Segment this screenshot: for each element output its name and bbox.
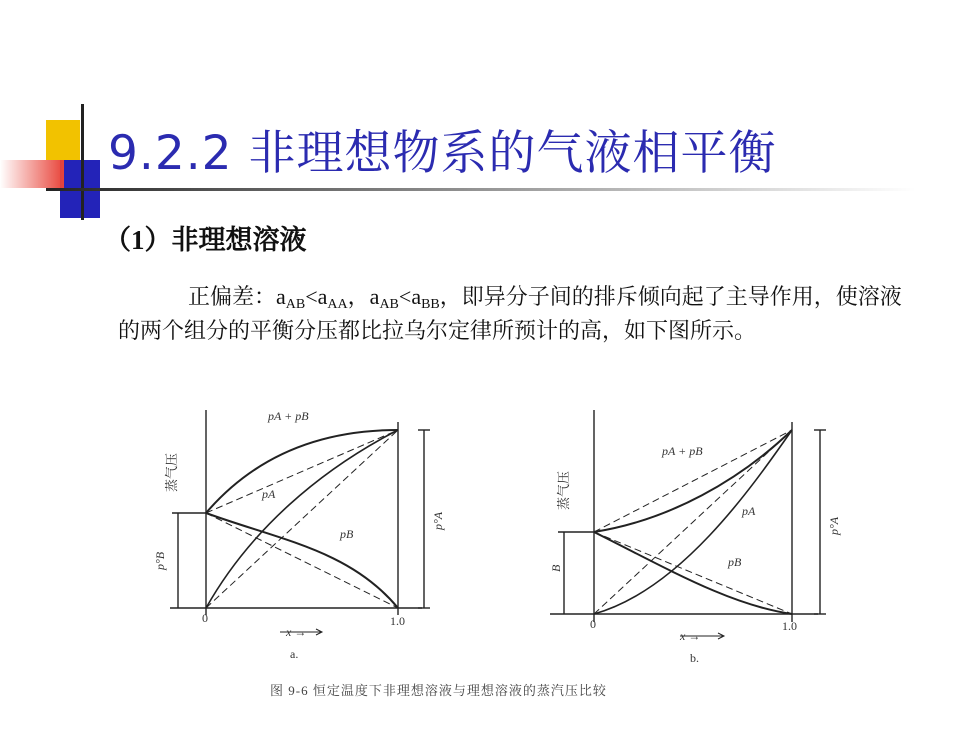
panel-a-label-x1: 1.0 <box>390 614 405 628</box>
panel-b-label-pA: pA <box>742 504 756 518</box>
panel-a-label-x0: 0 <box>202 611 208 625</box>
panel-a-ylabel: 蒸气压 <box>164 452 179 492</box>
panel-a-label-total: pA + pB <box>268 409 309 423</box>
panel-a-label-pB: pB <box>340 527 354 541</box>
panel-b-sublabel: b. <box>690 651 699 665</box>
panel-a-pA-star: p°A <box>431 511 445 530</box>
para-lead: 正偏差： <box>188 284 277 309</box>
panel-b-label-total: pA + pB <box>662 444 703 458</box>
deco-red-bar <box>0 160 64 188</box>
panel-b-pA-star: p°A <box>827 516 841 535</box>
figure-caption: 图 9-6 恒定温度下非理想溶液与理想溶液的蒸汽压比较 <box>270 683 607 698</box>
panel-a-label-xaxis: x → <box>286 625 307 639</box>
panel-b-pB-star: B <box>549 564 563 572</box>
panel-a-pB-star: p°B <box>153 551 167 570</box>
panel-b-label-xaxis: x → <box>680 629 701 643</box>
vapor-pressure-figure <box>150 400 850 675</box>
panel-a-sublabel: a. <box>290 647 299 661</box>
body-paragraph: 正偏差：$a_{AB}<a_{AA}$，$a_{AB}<a_{BB}$，即异分子间的排斥倾向起了主导作用，使溶液的两个组分的平衡分压都比拉乌尔定律所预计的高，如下图所示。 <box>118 284 902 343</box>
para-rest: ，即异分子间的排斥倾向起了主导作用，使溶液的两个组分的平衡分压都比拉乌尔定律所预计的高，如下图所示。 <box>118 284 902 343</box>
panel-a-label-pA: pA <box>262 487 276 501</box>
panel-b-label-x0: 0 <box>590 617 596 631</box>
deco-vertical-line <box>81 104 84 220</box>
page-title: 9.2.2 非理想物系的气液相平衡 <box>108 126 777 181</box>
panel-b-ylabel: 蒸气压 <box>556 470 571 510</box>
deco-yellow-square <box>46 120 80 160</box>
panel-b-label-pB: pB <box>728 555 742 569</box>
panel-b-label-x1: 1.0 <box>782 619 797 633</box>
section-heading: （1）非理想溶液 <box>104 225 307 255</box>
panel-a <box>170 410 430 635</box>
title-decoration <box>0 0 130 230</box>
deco-horizontal-line <box>46 188 916 191</box>
